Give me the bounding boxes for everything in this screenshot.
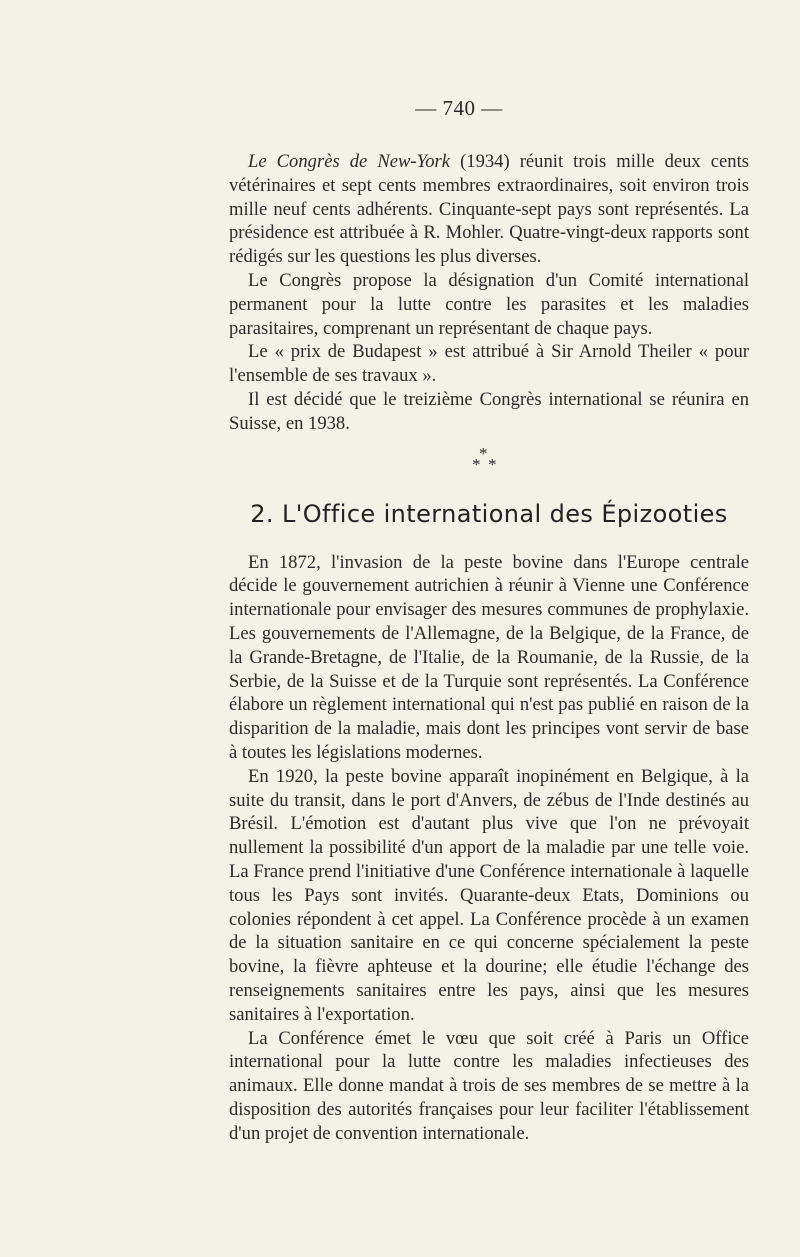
asterisk: *: [488, 454, 497, 474]
asterisk: *: [479, 443, 488, 463]
section-body: [229, 551, 749, 1146]
paragraph: Il est décidé que le treizième Congrès international se réunira en Suisse, en 1938.: [229, 388, 749, 434]
asterisk: *: [472, 454, 481, 474]
paragraph: La Conférence émet le vœu que soit créé à Paris un Office international pour la lutte contre les maladies infectieuses des animaux. Elle donne mandat à trois de ses membres de se mettre à la disposition des autorités françaises pour leur faciliter l'établissement d'un projet de convention internationale.: [229, 1027, 749, 1144]
italic-lead: Le Congrès de New-York: [248, 151, 451, 172]
section-heading: 2. L'Office international des Épizooties: [250, 499, 728, 528]
paragraph-text: (1934) réunit trois mille deux cents vétérinaires et sept cents membres extraordinaires, soit environ trois mille neuf cents adhérents. Cinquante-sept pays sont représentés. La présidence est attribuée à R. Mohler. Quatre-vingt-deux rapports sont rédigés sur les questions les plus diverses.: [229, 151, 749, 268]
paragraph: En 1920, la peste bovine apparaît inopinément en Belgique, à la suite du transit, dans le port d'Anvers, de zébus de l'Inde destinés au Brésil. L'émotion est d'autant plus vive que l'on ne prévoyait nullement la possibilité d'un apport de la maladie par une telle voie. La France prend l'initiative d'une Conférence internationale à laquelle tous les Pays sont invités. Quarante-deux Etats, Dominions ou colonies répondent à cet appel. La Conférence procède à un examen de la situation sanitaire en ce qui concerne spécialement la peste bovine, la fièvre aphteuse et la dourine; elle étudie l'échange des renseignements sanitaires entre les pays, ainsi que les mesures sanitaires à l'exportation.: [229, 765, 749, 1025]
page-number: — 740 —: [415, 96, 503, 120]
paragraph: [229, 150, 749, 269]
text-column: [229, 150, 749, 1145]
paragraph: Le « prix de Budapest » est attribué à Sir Arnold Theiler « pour l'ensemble de ses travaux ».: [229, 341, 749, 387]
paragraph: En 1872, l'invasion de la peste bovine dans l'Europe centrale décide le gouvernement autrichien à réunir à Vienne une Conférence internationale pour envisager des mesures communes de prophylaxie. Les gouvernements de l'Allemagne, de la Belgique, de la France, de la Grande-Bretagne, de l'Italie, de la Roumanie, de la Russie, de la Serbie, de la Suisse et de la Turquie sont représentés. La Conférence élabore un règlement international qui n'est pas publié en raison de la disparition de la maladie, mais dont les principes vont servir de base à toutes les législations modernes.: [229, 551, 749, 763]
paragraph: Le Congrès propose la désignation d'un Comité international permanent pour la lutte contre les parasites et les maladies parasitaires, comprenant un représentant de chaque pays.: [229, 269, 749, 339]
asterism-separator: [229, 445, 749, 485]
